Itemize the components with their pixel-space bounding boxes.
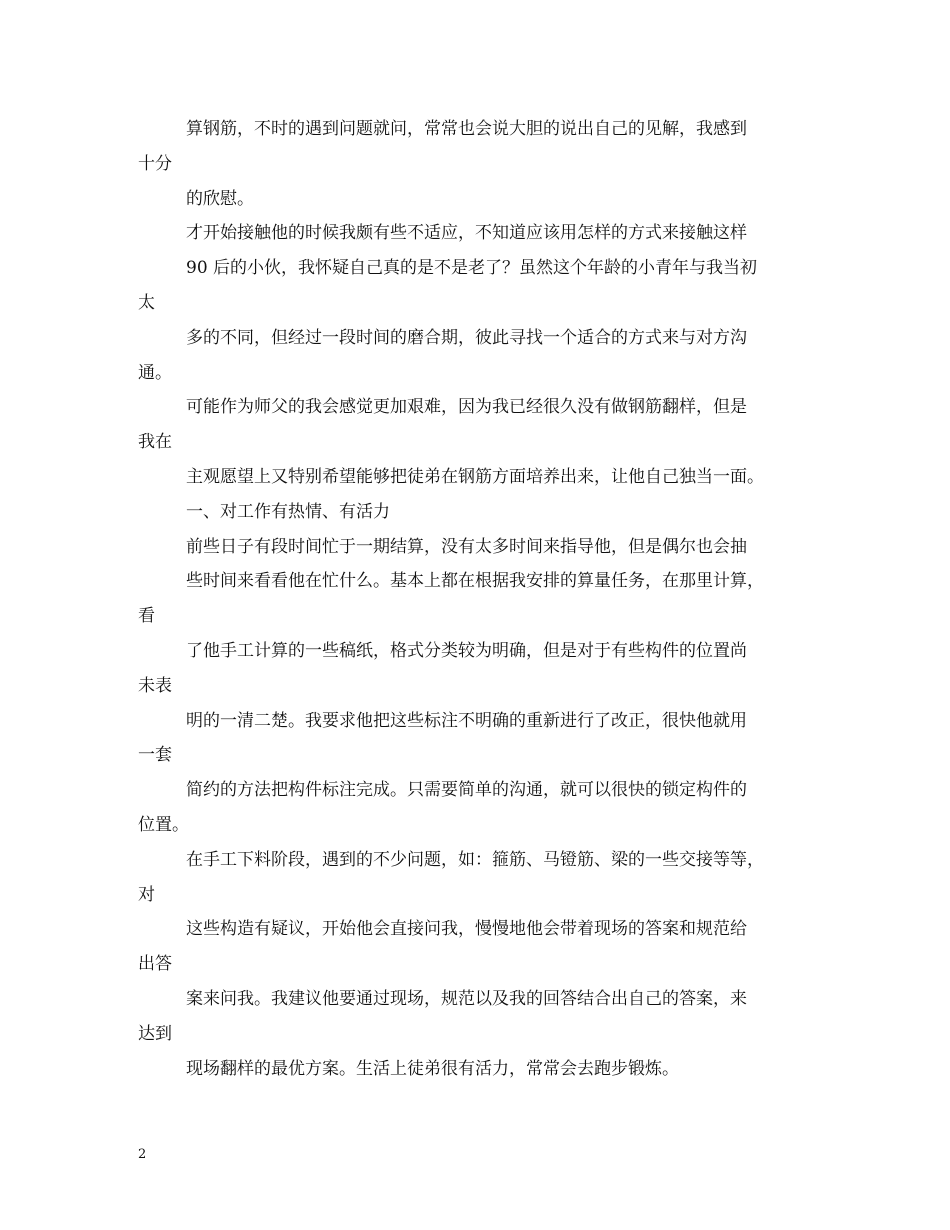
text-line: 些时间来看看他在忙什么。基本上都在根据我安排的算量任务，在那里计算， — [186, 571, 764, 592]
page-number: 2 — [138, 1147, 147, 1162]
text-line: 看 — [138, 606, 155, 627]
text-line: 出答 — [138, 954, 172, 975]
text-line: 在手工下料阶段，遇到的不少问题，如：箍筋、马镫筋、梁的一些交接等等， — [186, 849, 764, 870]
text-line: 可能作为师父的我会感觉更加艰难，因为我已经很久没有做钢筋翻样，但是 — [186, 397, 747, 418]
text-line: 太 — [138, 292, 155, 313]
text-line: 通。 — [138, 362, 172, 383]
text-line: 主观愿望上又特别希望能够把徒弟在钢筋方面培养出来，让他自己独当一面。 — [186, 466, 764, 487]
text-line: 前些日子有段时间忙于一期结算，没有太多时间来指导他，但是偶尔也会抽 — [186, 536, 747, 557]
text-line: 达到 — [138, 1023, 172, 1044]
text-line: 明的一清二楚。我要求他把这些标注不明确的重新进行了改正，很快他就用 — [186, 710, 747, 731]
text-line: 案来问我。我建议他要通过现场，规范以及我的回答结合出自己的答案，来 — [186, 988, 747, 1009]
section-heading: 一、对工作有热情、有活力 — [186, 501, 390, 522]
text-line: 这些构造有疑议，开始他会直接问我，慢慢地他会带着现场的答案和规范给 — [186, 919, 747, 940]
text-line: 现场翻样的最优方案。生活上徒弟很有活力，常常会去跑步锻炼。 — [186, 1058, 679, 1079]
text-line: 一套 — [138, 745, 172, 766]
text-line: 才开始接触他的时候我颇有些不适应，不知道应该用怎样的方式来接触这样 — [186, 223, 747, 244]
text-line: 我在 — [138, 432, 172, 453]
text-line: 对 — [138, 884, 155, 905]
text-line: 未表 — [138, 675, 172, 696]
text-line: 多的不同，但经过一段时间的磨合期，彼此寻找一个适合的方式来与对方沟 — [186, 327, 747, 348]
text-line: 的欣慰。 — [186, 188, 254, 209]
text-line: 位置。 — [138, 814, 189, 835]
text-line: 了他手工计算的一些稿纸，格式分类较为明确，但是对于有些构件的位置尚 — [186, 640, 747, 661]
text-line: 90 后的小伙，我怀疑自己真的是不是老了？虽然这个年龄的小青年与我当初 — [186, 258, 758, 279]
text-line: 简约的方法把构件标注完成。只需要简单的沟通，就可以很快的锁定构件的 — [186, 780, 747, 801]
body-text — [138, 112, 828, 1086]
text-line: 十分 — [138, 153, 172, 174]
text-line: 算钢筋，不时的遇到问题就问，常常也会说大胆的说出自己的见解，我感到 — [186, 119, 747, 139]
